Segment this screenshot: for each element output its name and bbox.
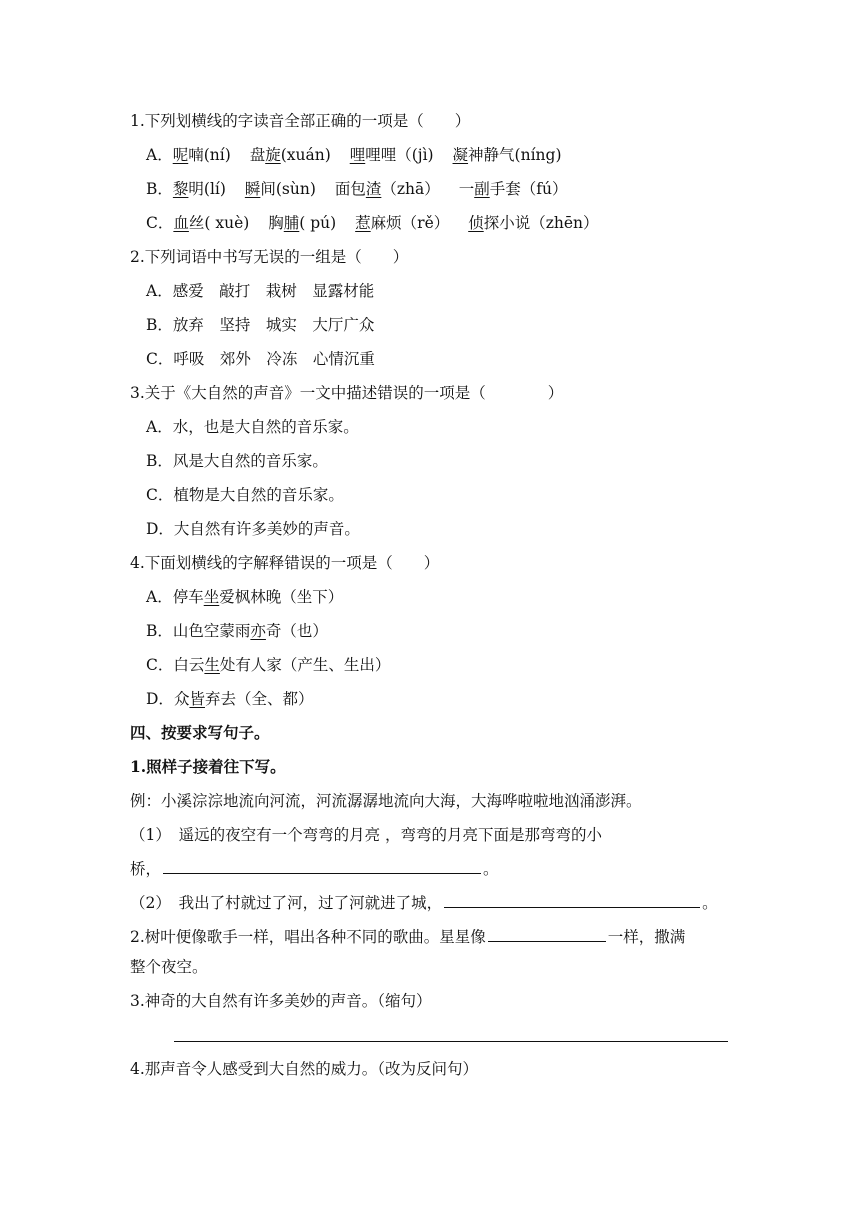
q1-option-c: C．血丝( xuè) 胸脯( pú) 惹麻烦（rě） 侦探小说（zhēn） — [146, 214, 599, 232]
q3-option-b: B．风是大自然的音乐家。 — [146, 452, 328, 470]
q4-option-c: C．白云生处有人家（产生、生出） — [146, 656, 391, 674]
q4-option-b: B．山色空蒙雨亦奇（也） — [146, 622, 328, 640]
section4-q1-stem: 1.照样子接着往下写。 — [130, 757, 286, 776]
section4-q3-stem: 3.神奇的大自然有许多美妙的声音。（缩句） — [130, 992, 432, 1010]
q2-option-b: B．放弃 坚持 城实 大厅广众 — [146, 316, 375, 334]
example-sentence: 例：小溪淙淙地流向河流，河流潺潺地流向大海，大海哗啦啦地汹涌澎湃。 — [130, 792, 642, 810]
q2-stem: 2.下列词语中书写无误的一组是（ ） — [130, 248, 409, 266]
q3-stem: 3.关于《大自然的声音》一文中描述错误的一项是（ ） — [130, 384, 564, 402]
q2-option-c: C．呼吸 郊外 冷冻 心情沉重 — [146, 350, 375, 368]
item1-line1: （1） 遥远的夜空有一个弯弯的月亮 ，弯弯的月亮下面是那弯弯的小 — [130, 826, 603, 844]
q4-option-a: A．停车坐爱枫林晚（坐下） — [146, 588, 344, 606]
q3-option-c: C．植物是大自然的音乐家。 — [146, 486, 344, 504]
answer-line[interactable] — [174, 1041, 728, 1042]
section-title: 四、按要求写句子。 — [130, 723, 270, 742]
q1-stem: 1.下列划横线的字读音全部正确的一项是（ ） — [130, 112, 471, 130]
answer-blank[interactable] — [163, 856, 481, 874]
item1-line2: 桥， 。 — [130, 856, 499, 880]
q3-option-d: D．大自然有许多美妙的声音。 — [146, 520, 360, 538]
q1-option-b: B．黎明(lí) 瞬间(sùn) 面包渣（zhā） 一副手套（fú） — [146, 180, 568, 198]
q2-option-a: A．感爱 敲打 栽树 显露材能 — [146, 282, 375, 300]
q4-option-d: D．众皆弃去（全、都） — [146, 690, 314, 708]
q1-option-a: A．呢喃(ní) 盘旋(xuán) 哩哩哩（(jì) 凝神静气(níng) — [146, 146, 562, 164]
item2-line: （2） 我出了村就过了河，过了河就进了城， 。 — [130, 890, 718, 914]
section4-q2-line1: 2.树叶便像歌手一样，唱出各种不同的歌曲。星星像 一样，撒满 — [130, 924, 685, 948]
q3-option-a: A．水，也是大自然的音乐家。 — [146, 418, 359, 436]
answer-blank[interactable] — [444, 890, 700, 908]
section4-q2-line2: 整个夜空。 — [130, 958, 208, 976]
section4-q4-stem: 4.那声音令人感受到大自然的威力。（改为反问句） — [130, 1060, 479, 1078]
q4-stem: 4.下面划横线的字解释错误的一项是（ ） — [130, 554, 440, 572]
answer-blank[interactable] — [488, 924, 606, 942]
